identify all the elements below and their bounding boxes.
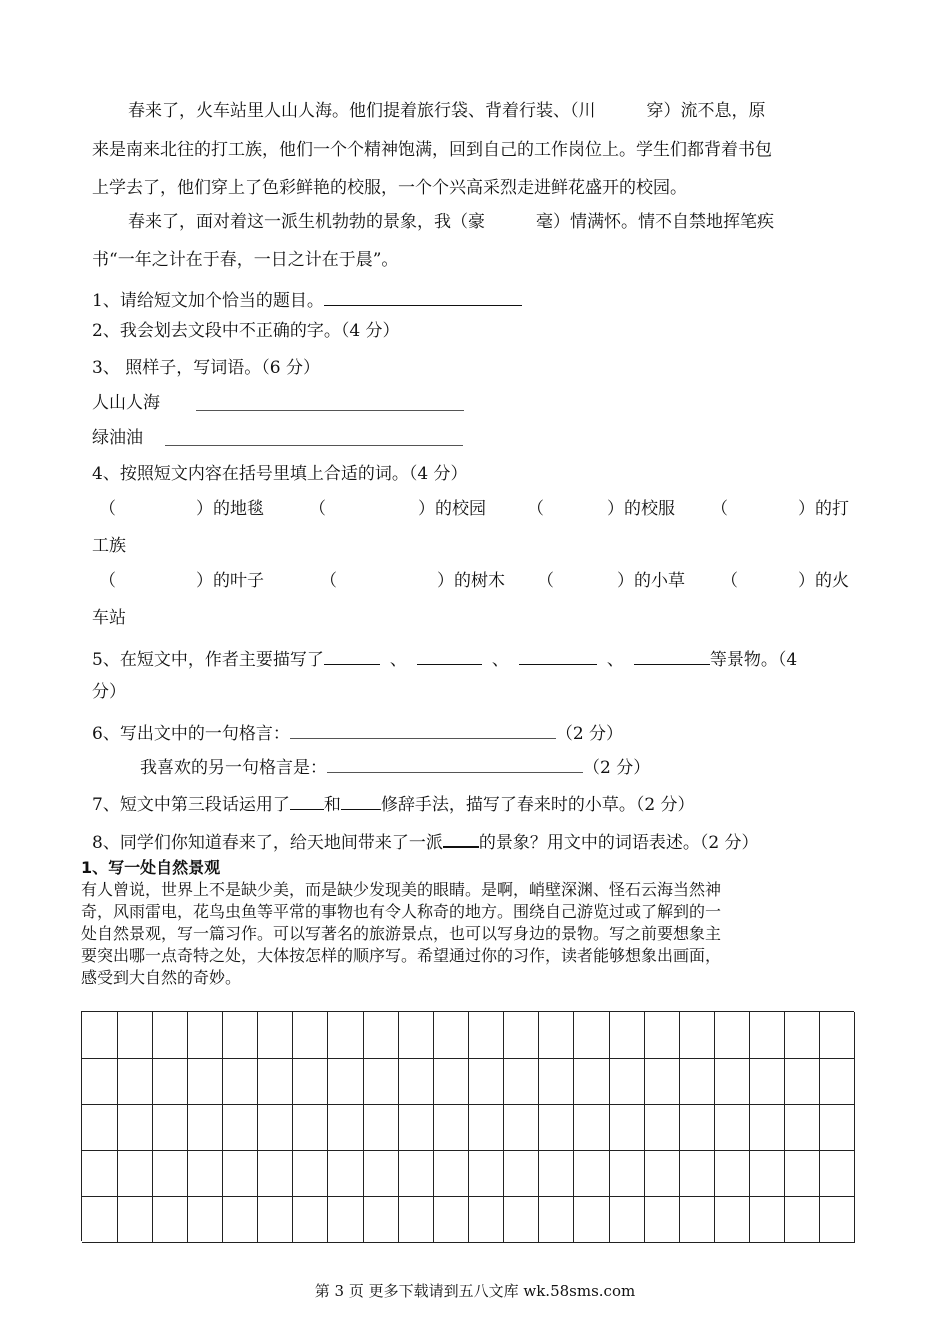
grid-cell[interactable] [504, 1104, 540, 1151]
grid-cell[interactable] [117, 1104, 153, 1151]
grid-cell[interactable] [785, 1104, 821, 1151]
q7-blank-2[interactable] [341, 791, 381, 810]
composition-prompt-line1: 有人曾说，世界上不是缺少美，而是缺少发现美的眼睛。是啊，峭壁深渊、怪石云海当然神 [81, 880, 722, 899]
q6-blank-2[interactable] [327, 754, 583, 773]
grid-cell[interactable] [469, 1058, 505, 1105]
grid-cell[interactable] [469, 1012, 505, 1059]
question-6b-text: 我喜欢的另一句格言是： [140, 758, 327, 778]
grid-cell[interactable] [750, 1196, 786, 1243]
q4-row2-2close: ）的树木 [437, 571, 505, 591]
grid-cell[interactable] [820, 1012, 856, 1059]
grid-cell[interactable] [293, 1104, 329, 1151]
grid-cell[interactable] [433, 1058, 469, 1105]
question-7-text-c: 修辞手法，描写了春来时的小草。（2 分） [380, 795, 695, 815]
composition-prompt-line5: 感受到大自然的奇妙。 [81, 968, 242, 987]
grid-cell[interactable] [223, 1104, 259, 1151]
q3-example-1 [92, 392, 160, 414]
passage-p2-line1: 春来了，面对着这一派生机勃勃的景象，我（豪 毫）情满怀。情不自禁地挥笔疾 [128, 212, 774, 232]
grid-cell[interactable] [258, 1196, 294, 1243]
grid-cell[interactable] [539, 1058, 575, 1105]
q3-example-2-word: 绿油油 [92, 428, 143, 448]
question-8-text-a: 8、同学们你知道春来了，给天地间带来了一派 [92, 833, 443, 853]
composition-title: 1、写一处自然景观 [81, 858, 221, 877]
grid-cell[interactable] [750, 1058, 786, 1105]
grid-cell[interactable] [293, 1058, 329, 1105]
q6-blank-1[interactable] [290, 720, 556, 739]
composition-prompt-line4: 要突出哪一点奇特之处，大体按怎样的顺序写。希望通过你的习作，读者能够想象出画面， [81, 946, 722, 965]
grid-cell[interactable] [574, 1150, 610, 1197]
grid-cell[interactable] [574, 1058, 610, 1105]
q6-score-1: （2 分） [555, 724, 624, 744]
q4-row2-4open: （ [721, 571, 738, 591]
q8-blank[interactable] [443, 828, 479, 848]
question-6-text: 6、写出文中的一句格言： [92, 724, 290, 744]
grid-cell[interactable] [152, 1150, 188, 1197]
grid-cell[interactable] [433, 1012, 469, 1059]
question-2: 2、我会划去文段中不正确的字。（4 分） [92, 321, 400, 341]
grid-cell[interactable] [223, 1196, 259, 1243]
question-4: 4、按照短文内容在括号里填上合适的词。（4 分） [92, 464, 468, 484]
q5-wrap: 分） [92, 682, 126, 702]
grid-cell[interactable] [117, 1196, 153, 1243]
grid-cell[interactable] [820, 1104, 856, 1151]
grid-cell[interactable] [785, 1196, 821, 1243]
grid-cell[interactable] [258, 1150, 294, 1197]
grid-cell[interactable] [679, 1104, 715, 1151]
grid-cell[interactable] [679, 1012, 715, 1059]
grid-cell[interactable] [714, 1196, 750, 1243]
grid-cell[interactable] [714, 1012, 750, 1059]
grid-cell[interactable] [328, 1196, 364, 1243]
grid-cell[interactable] [223, 1058, 259, 1105]
page-footer: 第 3 页 更多下载请到五八文库 wk.58sms.com [314, 1282, 636, 1300]
grid-cell[interactable] [363, 1150, 399, 1197]
title-answer-blank[interactable] [324, 287, 522, 306]
passage-p2-line2: 书“一年之计在于春，一日之计在于晨”。 [92, 250, 399, 270]
grid-cell[interactable] [328, 1150, 364, 1197]
grid-cell[interactable] [820, 1196, 856, 1243]
grid-cell[interactable] [152, 1012, 188, 1059]
q4-row1-2open: （ [309, 499, 326, 519]
grid-cell[interactable] [363, 1104, 399, 1151]
grid-cell[interactable] [609, 1012, 645, 1059]
grid-cell[interactable] [504, 1012, 540, 1059]
grid-cell[interactable] [187, 1012, 223, 1059]
grid-cell[interactable] [574, 1012, 610, 1059]
grid-cell[interactable] [363, 1058, 399, 1105]
q6-score-2: （2 分） [583, 758, 651, 778]
q4-row1-1close: ）的地毯 [196, 499, 264, 519]
grid-cell[interactable] [644, 1196, 680, 1243]
q3-example-2 [92, 427, 143, 449]
grid-cell[interactable] [363, 1196, 399, 1243]
passage-p1-line1: 春来了，火车站里人山人海。他们提着旅行袋、背着行装、（川 穿）流不息，原 [128, 101, 766, 121]
grid-cell[interactable] [785, 1150, 821, 1197]
grid-cell[interactable] [469, 1150, 505, 1197]
q5-blank-3[interactable] [519, 646, 597, 665]
q4-row1-2close: ）的校园 [418, 499, 486, 519]
question-7 [92, 791, 695, 816]
q4-row2-1open: （ [99, 571, 116, 591]
grid-cell[interactable] [644, 1104, 680, 1151]
grid-cell[interactable] [609, 1150, 645, 1197]
grid-cell[interactable] [293, 1012, 329, 1059]
question-3: 3、 照样子，写词语。（6 分） [92, 358, 320, 378]
grid-cell[interactable] [82, 1104, 118, 1151]
grid-cell[interactable] [293, 1150, 329, 1197]
grid-cell[interactable] [293, 1196, 329, 1243]
q4-row1-4open: （ [711, 499, 728, 519]
q7-blank-1[interactable] [290, 791, 324, 810]
grid-cell[interactable] [469, 1196, 505, 1243]
q4-row2-wrap: 车站 [92, 608, 126, 628]
q4-row2-4close: ）的火 [798, 571, 849, 591]
grid-cell[interactable] [82, 1012, 118, 1059]
grid-cell[interactable] [82, 1058, 118, 1105]
q5-sep-1: 、 [389, 650, 407, 670]
grid-cell[interactable] [363, 1012, 399, 1059]
q4-row1-3open: （ [527, 499, 544, 519]
question-8-text-b: 的景象？用文中的词语表述。（2 分） [478, 833, 759, 853]
writing-grid[interactable] [81, 1011, 854, 1241]
q3-answer-blank-1[interactable] [196, 392, 464, 411]
grid-cell[interactable] [609, 1058, 645, 1105]
question-5 [92, 646, 797, 671]
question-1-text: 1、请给短文加个恰当的题目。 [92, 291, 324, 311]
grid-cell[interactable] [820, 1150, 856, 1197]
grid-cell[interactable] [258, 1058, 294, 1105]
grid-cell[interactable] [469, 1104, 505, 1151]
q5-sep-2: 、 [491, 650, 509, 670]
grid-cell[interactable] [117, 1012, 153, 1059]
grid-cell[interactable] [82, 1196, 118, 1243]
grid-cell[interactable] [820, 1058, 856, 1105]
question-6b [140, 754, 650, 779]
q5-blank-4[interactable] [634, 646, 710, 665]
grid-cell[interactable] [504, 1196, 540, 1243]
grid-cell[interactable] [328, 1012, 364, 1059]
grid-cell[interactable] [679, 1058, 715, 1105]
grid-cell[interactable] [574, 1104, 610, 1151]
grid-cell[interactable] [152, 1104, 188, 1151]
grid-cell[interactable] [398, 1150, 434, 1197]
grid-cell[interactable] [328, 1058, 364, 1105]
q4-row2-1close: ）的叶子 [196, 571, 264, 591]
grid-cell[interactable] [187, 1058, 223, 1105]
grid-cell[interactable] [609, 1104, 645, 1151]
grid-cell[interactable] [433, 1196, 469, 1243]
q4-row1-4close: ）的打 [798, 499, 849, 519]
grid-cell[interactable] [644, 1012, 680, 1059]
grid-cell[interactable] [187, 1150, 223, 1197]
grid-cell[interactable] [750, 1012, 786, 1059]
question-5-text: 5、在短文中，作者主要描写了 [92, 650, 324, 670]
passage-p1-line2: 来是南来北往的打工族，他们一个个精神饱满，回到自己的工作岗位上。学生们都背着书包 [92, 140, 772, 160]
grid-cell[interactable] [714, 1058, 750, 1105]
grid-cell[interactable] [187, 1196, 223, 1243]
q3-example-1-word: 人山人海 [92, 393, 160, 413]
q4-row1-wrap: 工族 [92, 536, 126, 556]
grid-cell[interactable] [644, 1150, 680, 1197]
grid-cell[interactable] [223, 1150, 259, 1197]
grid-cell[interactable] [117, 1150, 153, 1197]
grid-cell[interactable] [152, 1058, 188, 1105]
grid-cell[interactable] [644, 1058, 680, 1105]
grid-cell[interactable] [539, 1104, 575, 1151]
question-8 [92, 828, 759, 854]
grid-cell[interactable] [223, 1012, 259, 1059]
q5-sep-3: 、 [606, 650, 624, 670]
grid-cell[interactable] [258, 1104, 294, 1151]
grid-cell[interactable] [750, 1104, 786, 1151]
q5-end: 等景物。（4 [709, 650, 798, 670]
grid-cell[interactable] [187, 1104, 223, 1151]
question-6 [92, 720, 623, 745]
grid-cell[interactable] [117, 1058, 153, 1105]
composition-prompt-line3: 处自然景观，写一篇习作。可以写著名的旅游景点，也可以写身边的景物。写之前要想象主 [81, 924, 722, 943]
grid-cell[interactable] [328, 1104, 364, 1151]
question-7-text-a: 7、短文中第三段话运用了 [92, 795, 290, 815]
grid-cell[interactable] [714, 1104, 750, 1151]
passage-p1-line3: 上学去了，他们穿上了色彩鲜艳的校服，一个个兴高采烈走进鲜花盛开的校园。 [92, 178, 687, 198]
grid-cell[interactable] [785, 1012, 821, 1059]
grid-cell[interactable] [574, 1196, 610, 1243]
q3-answer-blank-2[interactable] [165, 427, 463, 446]
q5-blank-1[interactable] [324, 646, 380, 665]
grid-cell[interactable] [398, 1196, 434, 1243]
q4-row1-1open: （ [99, 499, 116, 519]
grid-cell[interactable] [539, 1196, 575, 1243]
grid-cell[interactable] [714, 1150, 750, 1197]
q4-row2-3close: ）的小草 [617, 571, 685, 591]
question-7-text-b: 和 [323, 795, 341, 815]
grid-cell[interactable] [504, 1058, 540, 1105]
grid-cell[interactable] [679, 1196, 715, 1243]
grid-cell[interactable] [539, 1012, 575, 1059]
grid-cell[interactable] [398, 1058, 434, 1105]
grid-cell[interactable] [609, 1196, 645, 1243]
grid-cell[interactable] [433, 1104, 469, 1151]
q5-blank-2[interactable] [417, 646, 482, 665]
grid-cell[interactable] [398, 1012, 434, 1059]
grid-cell[interactable] [398, 1104, 434, 1151]
grid-cell[interactable] [750, 1150, 786, 1197]
q4-row2-2open: （ [320, 571, 337, 591]
grid-cell[interactable] [539, 1150, 575, 1197]
grid-cell[interactable] [785, 1058, 821, 1105]
grid-cell[interactable] [433, 1150, 469, 1197]
grid-cell[interactable] [679, 1150, 715, 1197]
composition-prompt-line2: 奇，风雨雷电，花鸟虫鱼等平常的事物也有令人称奇的地方。围绕自己游览过或了解到的一 [81, 902, 722, 921]
grid-cell[interactable] [152, 1196, 188, 1243]
grid-cell[interactable] [504, 1150, 540, 1197]
grid-cell[interactable] [82, 1150, 118, 1197]
question-1 [92, 287, 522, 312]
grid-cell[interactable] [258, 1012, 294, 1059]
q4-row2-3open: （ [537, 571, 554, 591]
q4-row1-3close: ）的校服 [607, 499, 675, 519]
